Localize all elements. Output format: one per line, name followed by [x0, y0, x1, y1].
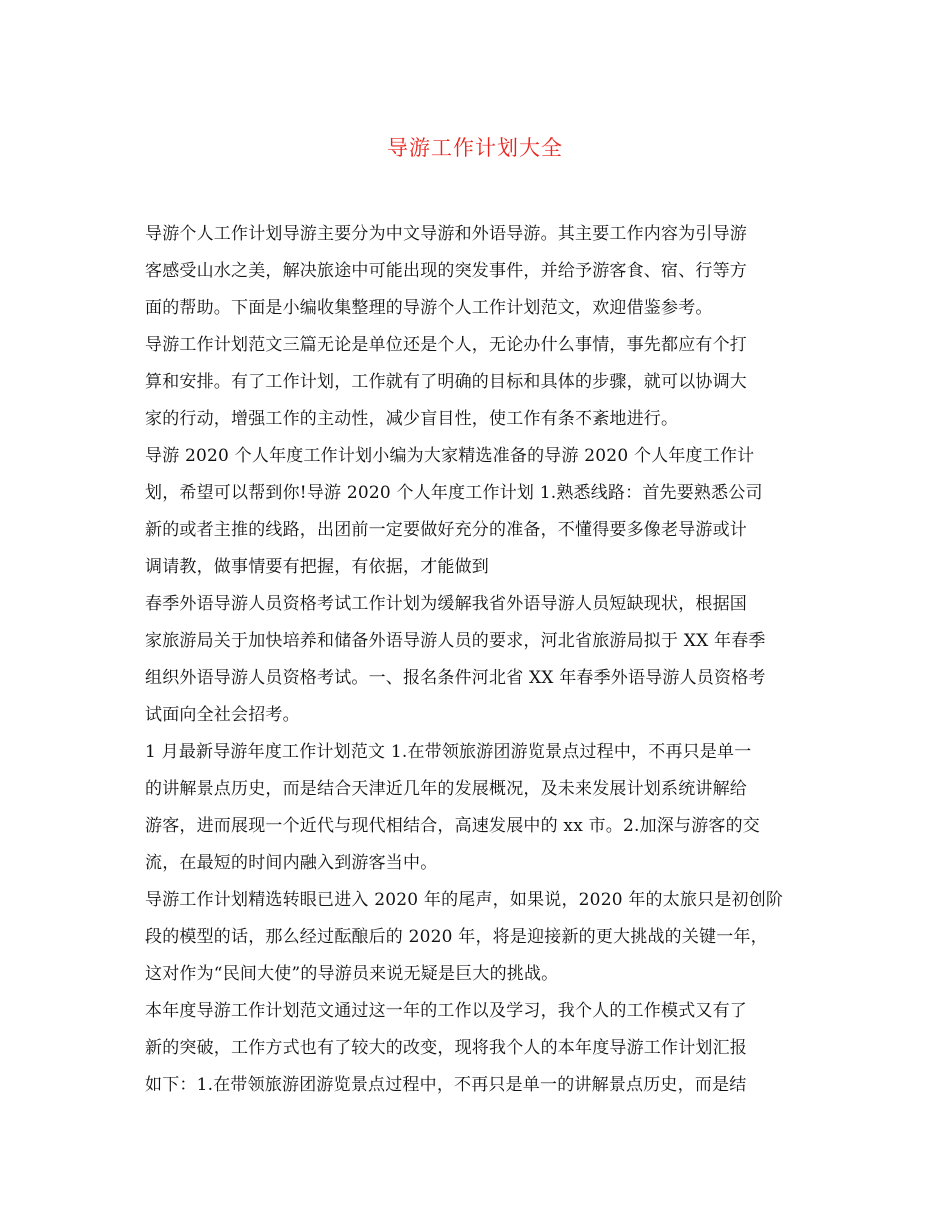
text-line: 1 月最新导游年度工作计划范文 1.在带领旅游团游览景点过程中，不再只是单一: [145, 742, 752, 762]
text-line: 客感受山水之美，解决旅途中可能出现的突发事件，并给予游客食、宿、行等方: [145, 261, 747, 281]
text-line: 导游工作计划精选转眼已进入 2020 年的尾声，如果说，2020 年的太旅只是初创阶: [145, 890, 784, 910]
text-line: 这对作为“民间大使”的导游员来说无疑是巨大的挑战。: [145, 964, 559, 984]
text-line: 新的或者主推的线路，出团前一定要做好充分的准备，不懂得要多像老导游或计: [145, 520, 747, 540]
text-line: 本年度导游工作计划范文通过这一年的工作以及学习，我个人的工作模式又有了: [145, 1001, 747, 1021]
text-line: 组织外语导游人员资格考试。一、报名条件河北省 XX 年春季外语导游人员资格考: [145, 668, 766, 688]
document-body: [145, 216, 807, 1104]
text-line: 新的突破，工作方式也有了较大的改变，现将我个人的本年度导游工作计划汇报: [145, 1038, 747, 1058]
text-line: 试面向全社会招考。: [145, 705, 300, 725]
text-line: 面的帮助。下面是小编收集整理的导游个人工作计划范文，欢迎借鉴参考。: [145, 298, 713, 318]
text-line: 家旅游局关于加快培养和储备外语导游人员的要求，河北省旅游局拟于 XX 年春季: [145, 631, 766, 651]
text-line: 划，希望可以帮到你!导游 2020 个人年度工作计划 1.熟悉线路：首先要熟悉公司: [145, 483, 763, 503]
paragraph: [145, 734, 807, 882]
text-line: 段的模型的话，那么经过酝酿后的 2020 年，将是迎接新的更大挑战的关键一年，: [145, 927, 768, 947]
paragraph: [145, 586, 807, 734]
text-line: 导游工作计划范文三篇无论是单位还是个人，无论办什么事情，事先都应有个打: [145, 335, 747, 355]
text-line: 流，在最短的时间内融入到游客当中。: [145, 853, 438, 873]
text-line: 导游 2020 个人年度工作计划小编为大家精选准备的导游 2020 个人年度工作计: [145, 446, 755, 466]
text-line: 家的行动，增强工作的主动性，减少盲目性，使工作有条不紊地进行。: [145, 409, 679, 429]
text-line: 如下：1.在带领旅游团游览景点过程中，不再只是单一的讲解景点历史，而是结: [145, 1075, 747, 1095]
text-line: 调请教，做事情要有把握，有依据，才能做到: [145, 557, 489, 577]
paragraph: [145, 438, 807, 586]
text-line: 算和安排。有了工作计划，工作就有了明确的目标和具体的步骤，就可以协调大: [145, 372, 747, 392]
text-line: 导游个人工作计划导游主要分为中文导游和外语导游。其主要工作内容为引导游: [145, 224, 747, 244]
text-line: 游客，进而展现一个近代与现代相结合，高速发展中的 xx 市。2.加深与游客的交: [145, 816, 761, 836]
paragraph: [145, 993, 807, 1104]
text-line: 的讲解景点历史，而是结合天津近几年的发展概况，及未来发展计划系统讲解给: [145, 779, 747, 799]
page-title: 导游工作计划大全: [387, 136, 563, 160]
paragraph: [145, 216, 807, 327]
paragraph: [145, 882, 807, 993]
text-line: 春季外语导游人员资格考试工作计划为缓解我省外语导游人员短缺现状，根据国: [145, 594, 747, 614]
paragraph: [145, 327, 807, 438]
